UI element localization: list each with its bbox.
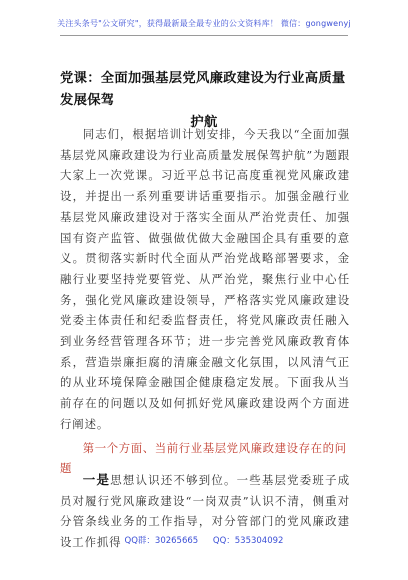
footer-qq: QQ：535304092 xyxy=(212,536,284,546)
footer-qq-group: QQ群：30265665 xyxy=(124,536,199,546)
body-paragraph-1: 同志们，根据培训计划安排，今天我以“全面加强基层党风廉政建设为行业高质量发展保驾护航”为题跟大家上一次党课。习近平总书记高度重视党风廉政建设，并提出一系列重要讲话重要指示。加强金融行业基层党风廉政建设对于落实全面从严治党责任、加强国有资产监管、做强做优做大金融国企具有重要的意义。贯彻落实新时代全面从严治党战略部署要求，金融行业要坚持党要管党、从严治党，聚焦行业中心任务，强化党风廉政建设领导，严格落实党风廉政建设党委主体责任和纪委监督责任，将党风廉政责任融入到业务经营管理各环节；进一步完善党风廉政教育体系，营造崇廉拒腐的清廉金融文化氛围，以风清气正的从业环境保障金融国企健康稳定发展。下面我从当前存在的问题以及如何抓好党风廉政建设两个方面进行阐述。 xyxy=(60,127,350,431)
paragraph-2-lead: 一是 xyxy=(82,472,111,487)
paragraph-2-text: 思想认识还不够到位。一些基层党委班子成员对履行党风廉政建设“一岗双责”认识不清，侧重对分管条线业务的工作指导，对分管部门的党风廉政建设工作抓得 xyxy=(60,473,350,550)
title-line-1: 党课：全面加强基层党风廉政建设为行业高质量发展保驾 xyxy=(60,71,346,108)
title-line-2: 护航 xyxy=(190,115,218,130)
header-divider xyxy=(60,35,348,36)
section-heading-1: 第一个方面、当前行业基层党风廉政建设存在的问题 xyxy=(60,441,347,475)
header-promo-note: 关注头条号"公文研究"，获得最新最全最专业的公文资料库！ 微信：gongwenyj xyxy=(57,19,351,28)
footer-contact xyxy=(0,534,408,546)
